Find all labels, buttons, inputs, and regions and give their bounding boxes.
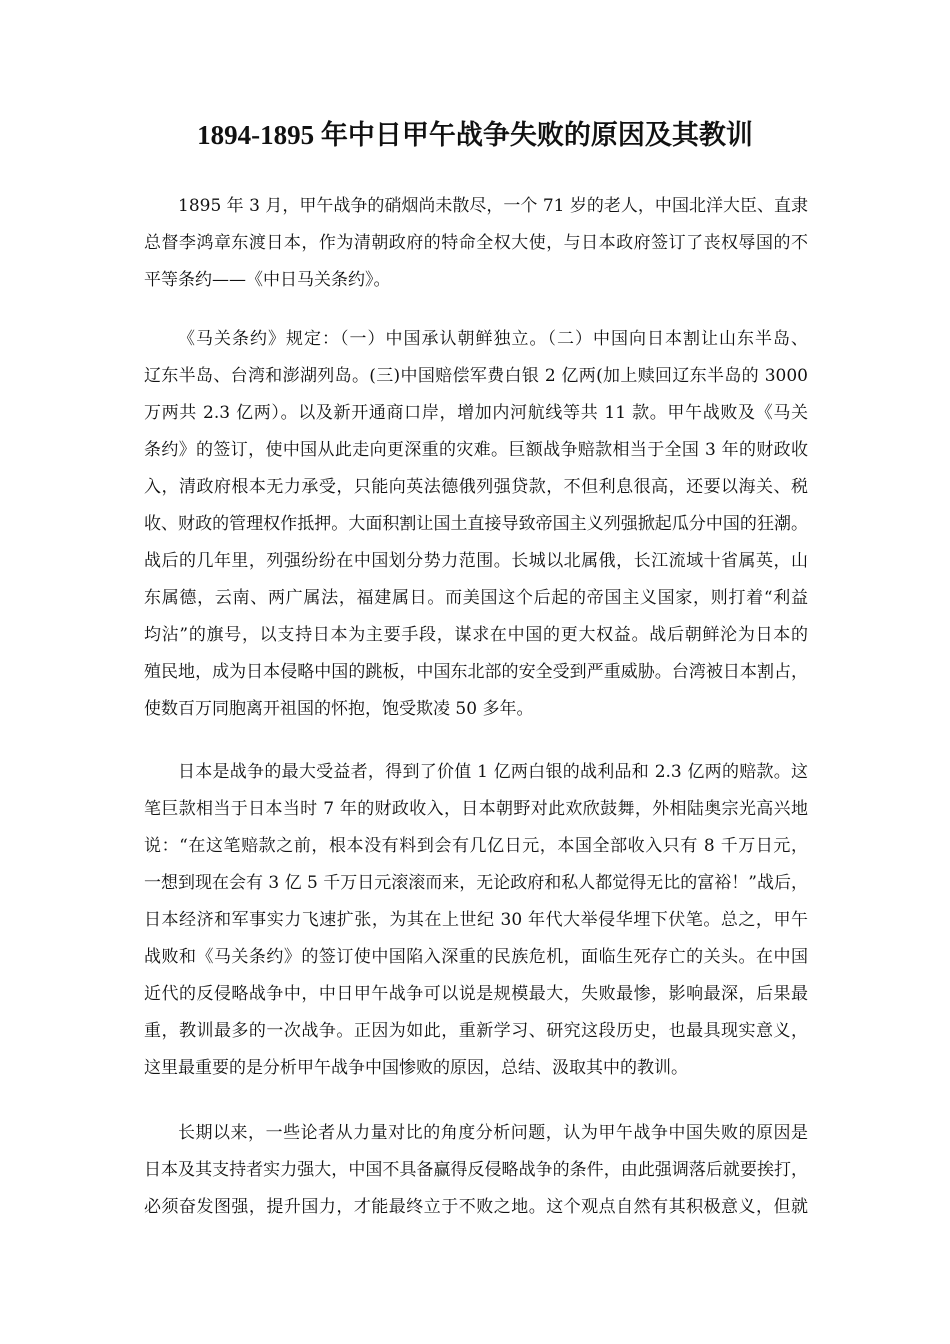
text-line: 必须奋发图强，提升国力，才能最终立于不败之地。这个观点自然有其积极意义，但就 — [144, 1197, 808, 1217]
text-line: 平等条约——《中日马关条约》。 — [144, 270, 391, 290]
text-line: 1895 年 3 月，甲午战争的硝烟尚未散尽，一个 71 岁的老人，中国北洋大臣、直隶 — [178, 196, 808, 216]
text-line: 重，教训最多的一次战争。正因为如此，重新学习、研究这段历史，也最具现实意义， — [144, 1021, 808, 1041]
text-line: 总督李鸿章东渡日本，作为清朝政府的特命全权大使，与日本政府签订了丧权辱国的不 — [144, 233, 808, 253]
text-line: 收、财政的管理权作抵押。大面积割让国土直接导致帝国主义列强掀起瓜分中国的狂潮。 — [144, 514, 808, 534]
text-line: 战后的几年里，列强纷纷在中国划分势力范围。长城以北属俄，长江流域十省属英，山 — [144, 551, 808, 571]
text-line: 辽东半岛、台湾和澎湖列岛。(三)中国赔偿军费白银 2 亿两(加上赎回辽东半岛的 3000 — [144, 366, 808, 386]
text-line: 万两共 2.3 亿两）。以及新开通商口岸，增加内河航线等共 11 款。甲午战败及《马关 — [144, 403, 808, 423]
text-line: 这里最重要的是分析甲午战争中国惨败的原因，总结、汲取其中的教训。 — [144, 1058, 688, 1078]
text-line: 《马关条约》规定：（一）中国承认朝鲜独立。（二）中国向日本割让山东半岛、 — [178, 329, 808, 349]
text-line: 日本及其支持者实力强大，中国不具备赢得反侵略战争的条件，由此强调落后就要挨打， — [144, 1160, 808, 1180]
text-line: 入，清政府根本无力承受，只能向英法德俄列强贷款，不但利息很高，还要以海关、税 — [144, 477, 808, 497]
paragraph-2 — [144, 321, 808, 728]
text-line: 殖民地，成为日本侵略中国的跳板，中国东北部的安全受到严重威胁。台湾被日本割占， — [144, 662, 808, 682]
text-line: 笔巨款相当于日本当时 7 年的财政收入，日本朝野对此欢欣鼓舞，外相陆奥宗光高兴地 — [144, 799, 808, 819]
paragraph-3 — [144, 754, 808, 1087]
text-line: 使数百万同胞离开祖国的怀抱，饱受欺凌 50 多年。 — [144, 699, 534, 719]
paragraph-1 — [144, 188, 808, 299]
text-line: 长期以来，一些论者从力量对比的角度分析问题，认为甲午战争中国失败的原因是 — [178, 1123, 808, 1143]
text-line: 一想到现在会有 3 亿 5 千万日元滚滚而来，无论政府和私人都觉得无比的富裕！”战后， — [144, 873, 808, 893]
text-line: 东属德，云南、两广属法，福建属日。而美国这个后起的帝国主义国家，则打着“利益 — [144, 588, 808, 608]
text-line: 均沾”的旗号，以支持日本为主要手段，谋求在中国的更大权益。战后朝鲜沦为日本的 — [144, 625, 808, 645]
text-line: 日本经济和军事实力飞速扩张，为其在上世纪 30 年代大举侵华埋下伏笔。总之，甲午 — [144, 910, 808, 930]
text-line: 战败和《马关条约》的签订使中国陷入深重的民族危机，面临生死存亡的关头。在中国 — [144, 947, 808, 967]
document-title: 1894-1895 年中日甲午战争失败的原因及其教训 — [197, 120, 753, 150]
text-line: 条约》的签订，使中国从此走向更深重的灾难。巨额战争赔款相当于全国 3 年的财政收 — [144, 440, 808, 460]
paragraph-4 — [144, 1115, 808, 1226]
text-line: 说：“在这笔赔款之前，根本没有料到会有几亿日元，本国全部收入只有 8 千万日元， — [144, 836, 808, 856]
text-line: 近代的反侵略战争中，中日甲午战争可以说是规模最大，失败最惨，影响最深，后果最 — [144, 984, 808, 1004]
text-line: 日本是战争的最大受益者，得到了价值 1 亿两白银的战利品和 2.3 亿两的赔款。这 — [178, 762, 808, 782]
